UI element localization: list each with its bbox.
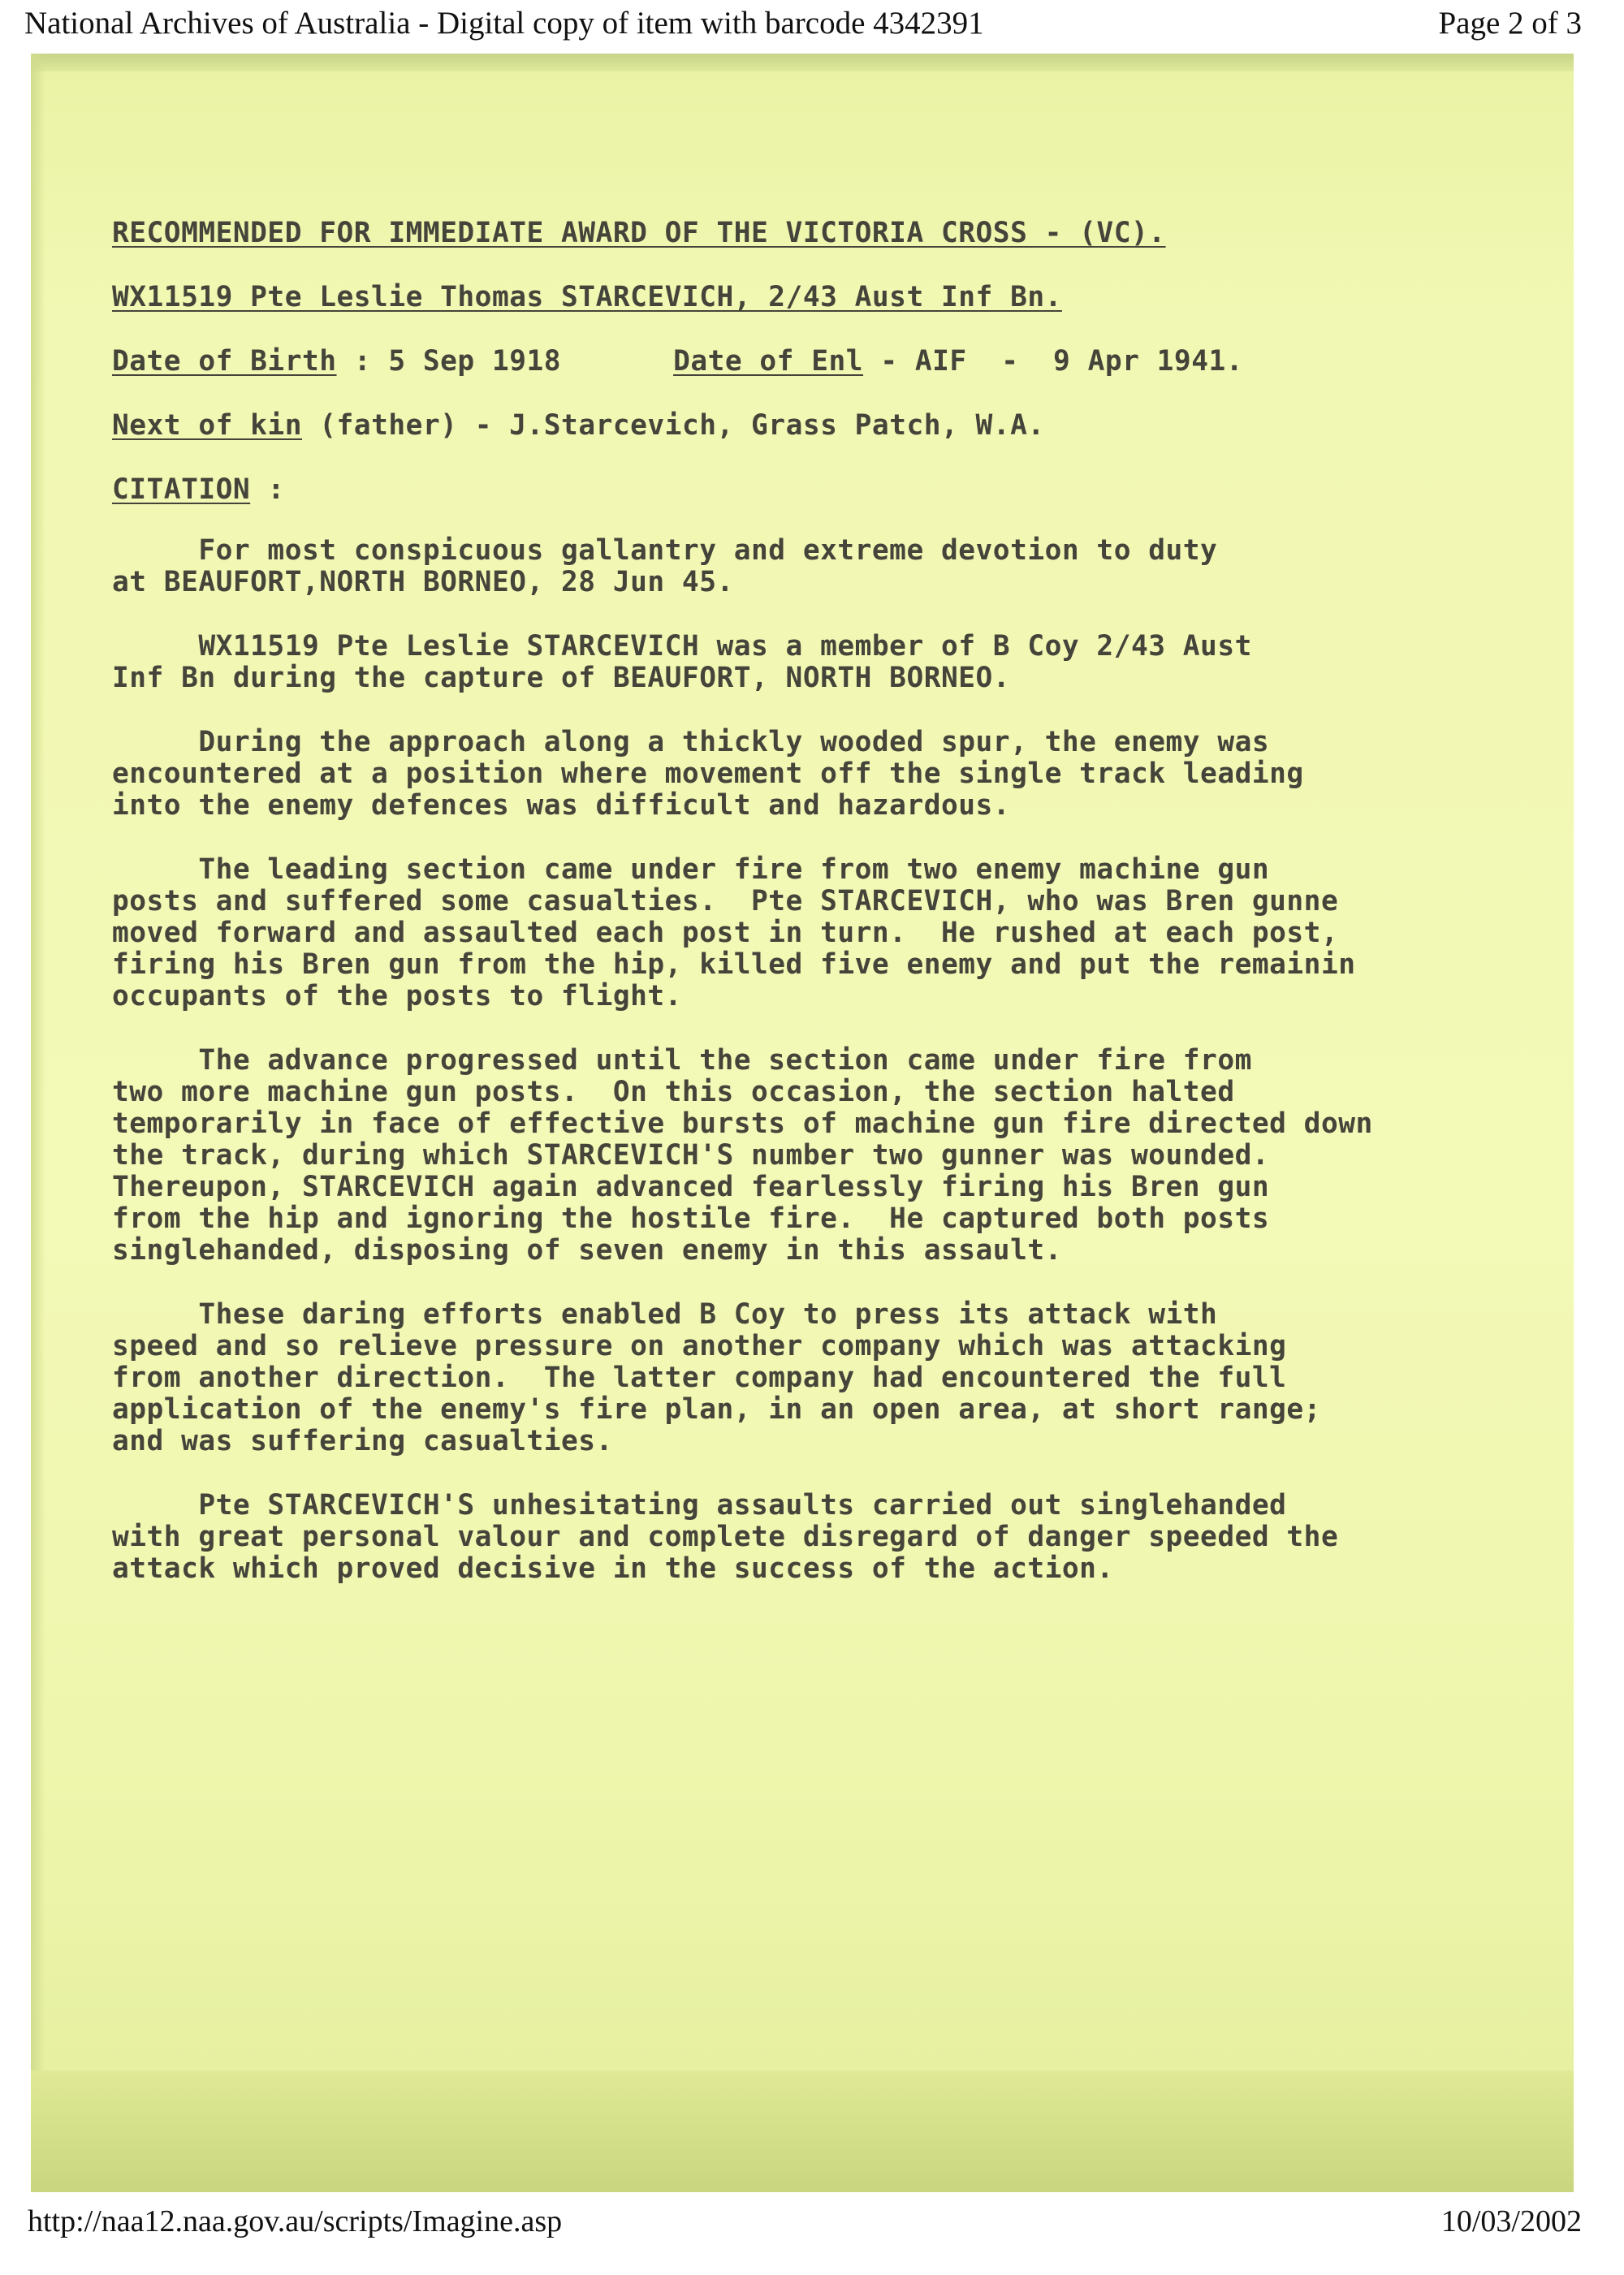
paragraph-line: These daring efforts enabled B Coy to press its attack with	[112, 1299, 1218, 1331]
print-date: 10/03/2002	[1440, 2204, 1582, 2238]
citation-label: CITATION	[112, 474, 251, 506]
paragraph-line: singlehanded, disposing of seven enemy in this assault.	[112, 1235, 1062, 1267]
paragraph-line: with great personal valour and complete disregard of danger speeded the	[112, 1522, 1339, 1553]
dates-line	[112, 346, 1574, 378]
paragraph-line: temporarily in face of effective bursts of machine gun fire directed down	[112, 1108, 1373, 1140]
citation-colon: :	[267, 474, 285, 506]
enlistment-value: - AIF - 9 Apr 1941.	[880, 346, 1244, 378]
document-title-text: RECOMMENDED FOR IMMEDIATE AWARD OF THE VICTORIA CROSS - (VC).	[112, 218, 1166, 249]
dob-label: Date of Birth	[112, 346, 337, 378]
paragraph-line: two more machine gun posts. On this occasion, the section halted	[112, 1077, 1235, 1108]
dob-value: : 5 Sep 1918	[353, 346, 562, 378]
paragraph-line: WX11519 Pte Leslie STARCEVICH was a member of B Coy 2/43 Aust	[112, 631, 1252, 663]
paragraph-line: occupants of the posts to flight.	[112, 981, 682, 1012]
paragraph-line: encountered at a position where movement off the single track leading	[112, 758, 1304, 790]
paragraph-line: firing his Bren gun from the hip, killed five enemy and put the remainin	[112, 949, 1356, 981]
paragraph-line: During the approach along a thickly wooded spur, the enemy was	[112, 727, 1270, 758]
paragraph-line: Thereupon, STARCEVICH again advanced fearlessly firing his Bren gun	[112, 1172, 1270, 1203]
paragraph-line: into the enemy defences was difficult and hazardous.	[112, 790, 1011, 822]
paragraph-line: Inf Bn during the capture of BEAUFORT, NORTH BORNEO.	[112, 663, 1011, 694]
paragraph-line: the track, during which STARCEVICH'S number two gunner was wounded.	[112, 1140, 1270, 1172]
citation-paragraph	[112, 535, 1574, 598]
citation-paragraph	[112, 631, 1574, 694]
paragraph-line: Pte STARCEVICH'S unhesitating assaults carried out singlehanded	[112, 1490, 1287, 1522]
next-of-kin-value: (father) - J.Starcevich, Grass Patch, W.A.	[319, 410, 1045, 442]
paragraph-line: from another direction. The latter company had encountered the full	[112, 1362, 1287, 1394]
citation-heading	[112, 474, 1574, 506]
paragraph-line: attack which proved decisive in the success of the action.	[112, 1553, 1114, 1585]
paragraph-line: posts and suffered some casualties. Pte STARCEVICH, who was Bren gunne	[112, 886, 1339, 917]
soldier-line	[112, 282, 1574, 313]
enlistment-label: Date of Enl	[673, 346, 864, 378]
paragraph-line: at BEAUFORT,NORTH BORNEO, 28 Jun 45.	[112, 567, 734, 598]
paragraph-line: The leading section came under fire from two enemy machine gun	[112, 854, 1270, 886]
typed-recommendation	[112, 218, 1574, 1585]
page-indicator: Page 2 of 3	[1438, 6, 1582, 41]
citation-paragraph	[112, 1299, 1574, 1457]
paragraph-line: from the hip and ignoring the hostile fire. He captured both posts	[112, 1203, 1270, 1235]
paragraph-line: application of the enemy's fire plan, in an open area, at short range;	[112, 1394, 1321, 1426]
archive-header-title: National Archives of Australia - Digital copy of item with barcode 4342391	[24, 6, 984, 41]
paragraph-line: The advance progressed until the section came under fire from	[112, 1045, 1252, 1077]
soldier-identification: WX11519 Pte Leslie Thomas STARCEVICH, 2/43 Aust Inf Bn.	[112, 282, 1062, 313]
paragraph-line: For most conspicuous gallantry and extreme devotion to duty	[112, 535, 1218, 567]
source-url: http://naa12.naa.gov.au/scripts/Imagine.asp	[28, 2204, 563, 2238]
citation-paragraph	[112, 1490, 1574, 1585]
page-bottom-band	[31, 2070, 1574, 2192]
paragraph-line: and was suffering casualties.	[112, 1426, 613, 1457]
document-title	[112, 218, 1574, 249]
page-top-edge	[31, 54, 1574, 71]
page-left-edge	[31, 54, 45, 2192]
next-of-kin-label: Next of kin	[112, 410, 302, 442]
citation-paragraph	[112, 1045, 1574, 1267]
next-of-kin-line	[112, 410, 1574, 442]
paragraph-line: speed and so relieve pressure on another company which was attacking	[112, 1331, 1287, 1362]
citation-paragraph	[112, 727, 1574, 822]
paragraph-line: moved forward and assaulted each post in turn. He rushed at each post,	[112, 917, 1339, 949]
citation-paragraph	[112, 854, 1574, 1012]
